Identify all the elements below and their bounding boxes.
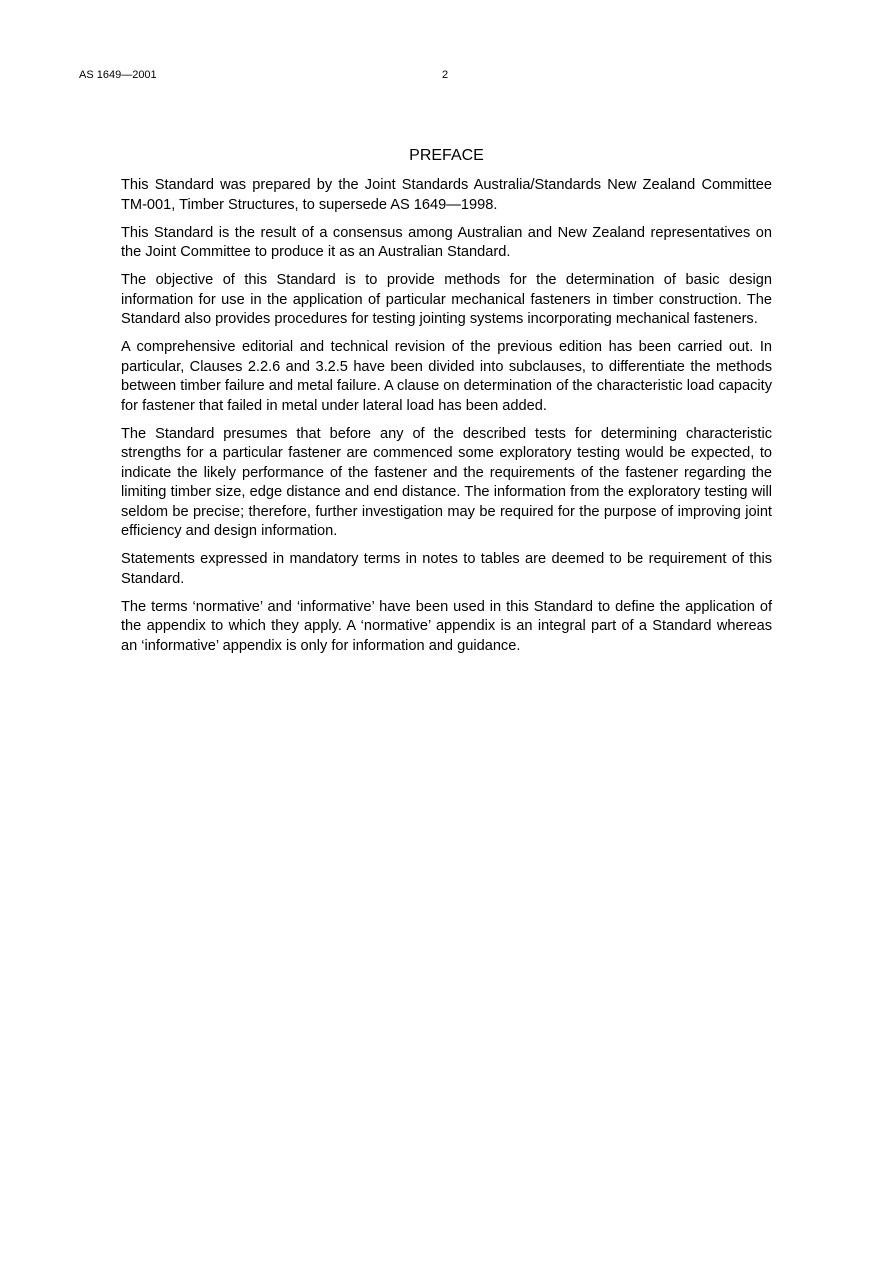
paragraph-consensus: This Standard is the result of a consensus among Australian and New Zealand representatives on the Joint Committee to produce it as an Australian Standard. <box>121 224 772 260</box>
paragraph-revision: A comprehensive editorial and technical revision of the previous edition has been carried out. In particular, Clauses 2.2.6 and 3.2.5 have been divided into subclauses, to differentiate the methods between timber failure and metal failure. A clause on determination of the characteristic load capacity for fastener that failed in metal under lateral load has been added. <box>121 339 772 414</box>
page-title: PREFACE <box>409 147 484 164</box>
paragraph-committee: This Standard was prepared by the Joint Standards Australia/Standards New Zealand Committee TM-001, Timber Structures, to supersede AS 1649—1998. <box>121 177 772 213</box>
paragraph-mandatory-terms: Statements expressed in mandatory terms in notes to tables are deemed to be requirement of this Standard. <box>121 551 772 587</box>
page-number: 2 <box>442 69 449 81</box>
document-id: AS 1649—2001 <box>79 69 157 81</box>
paragraph-normative-informative: The terms ‘normative’ and ‘informative’ have been used in this Standard to define the application of the appendix to which they apply. A ‘normative’ appendix is an integral part of a Standard whereas an ‘informative’ appendix is only for information and guidance. <box>121 598 772 654</box>
paragraph-exploratory-testing: The Standard presumes that before any of the described tests for determining characteristic strengths for a particular fastener are commenced some exploratory testing would be expected, to indicate the likely performance of the fastener and the requirements of the fastener regarding the limiting timber size, edge distance and end distance. The information from the exploratory testing will seldom be precise; therefore, further investigation may be required for the purpose of improving joint efficiency and design information. <box>121 425 772 539</box>
preface-section <box>121 146 772 665</box>
paragraph-objective: The objective of this Standard is to provide methods for the determination of basic design information for use in the application of particular mechanical fasteners in timber construction. The Standard also provides procedures for testing jointing systems incorporating mechanical fasteners. <box>121 272 772 327</box>
